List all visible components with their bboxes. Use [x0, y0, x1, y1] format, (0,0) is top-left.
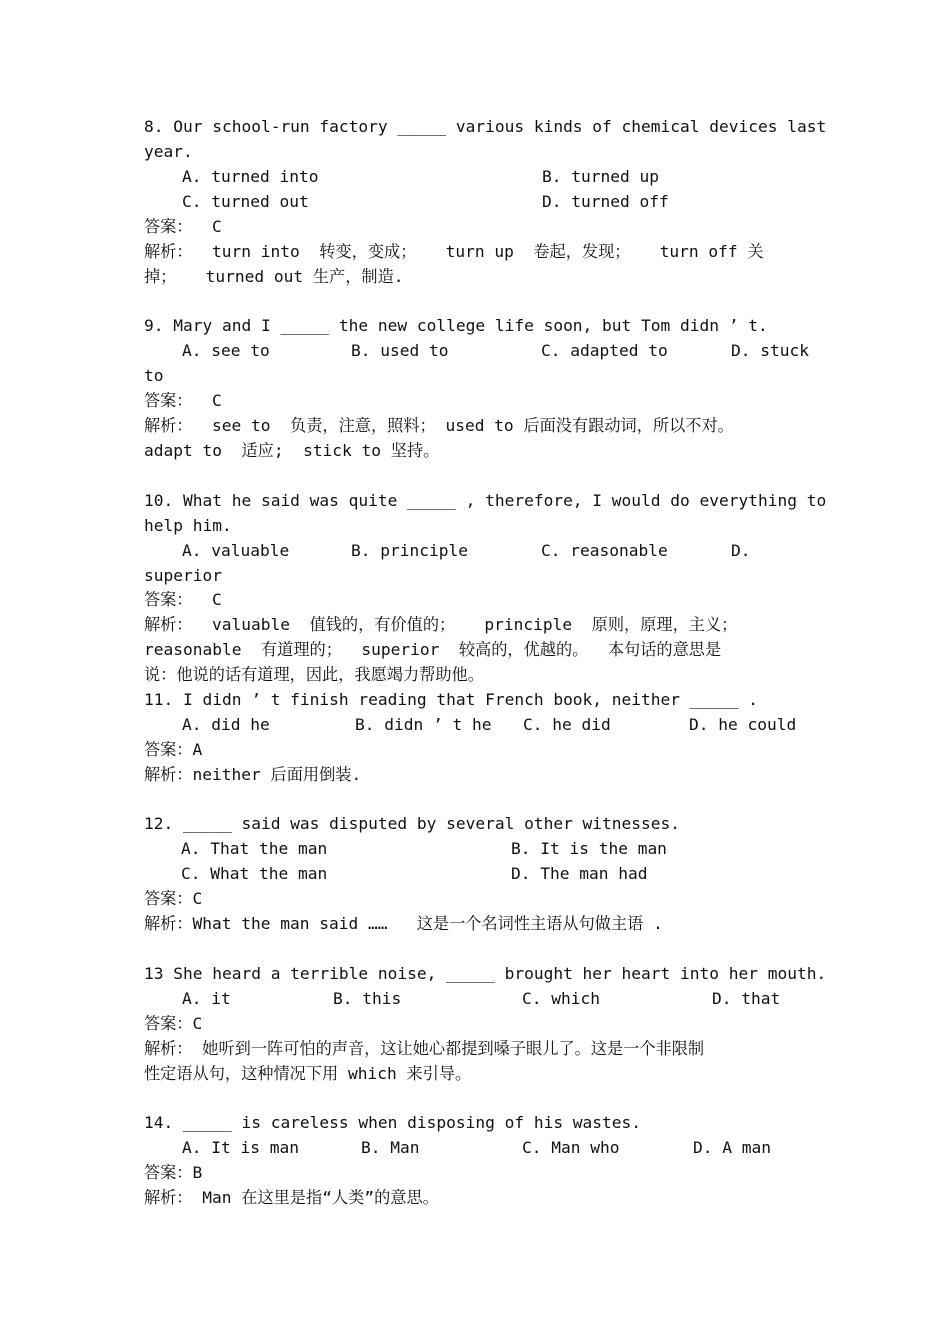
question-9-answer: 答案： C [144, 391, 222, 410]
question-9-option-b: B. used to [351, 341, 449, 360]
question-8-explanation: 解析： turn into 转变，变成； turn up 卷起，发现； turn off 关 [144, 242, 764, 261]
question-13-explanation: 解析： 她听到一阵可怕的声音，这让她心都提到嗓子眼儿了。这是一个非限制 [144, 1039, 705, 1058]
question-11-option-c: C. he did [523, 715, 611, 734]
question-8-explanation-cont: 掉； turned out 生产，制造. [144, 267, 404, 286]
question-14-option-b: B. Man [361, 1138, 420, 1157]
question-11-option-a: A. did he [182, 715, 270, 734]
question-10-option-d-cont: superior [144, 566, 222, 585]
question-11-option-b: B. didn ’ t he [355, 715, 492, 734]
question-9-explanation-cont: adapt to 适应; stick to 坚持。 [144, 441, 440, 460]
question-8-option-a: A. turned into [182, 167, 319, 186]
question-8-option-c: C. turned out [182, 192, 309, 211]
question-11-option-d: D. he could [689, 715, 797, 734]
question-14-option-a: A. It is man [182, 1138, 299, 1157]
question-12-option-d: D. The man had [511, 864, 648, 883]
question-10-option-a: A. valuable [182, 541, 290, 560]
question-12-stem: 12. _____ said was disputed by several other witnesses. [144, 814, 681, 833]
question-8-option-d: D. turned off [542, 192, 669, 211]
question-14-explanation: 解析： Man 在这里是指“人类”的意思。 [144, 1188, 439, 1207]
question-10-stem: 10. What he said was quite _____ , therefore, I would do everything to [144, 491, 827, 510]
question-11-answer: 答案：A [144, 740, 203, 759]
question-10-option-c: C. reasonable [541, 541, 668, 560]
question-10-explanation: 解析： valuable 值钱的，有价值的； principle 原则，原理，主义； [144, 615, 738, 634]
question-13-explanation-cont: 性定语从句，这种情况下用 which 来引导。 [144, 1064, 472, 1083]
question-10-explanation-cont-2: 说：他说的话有道理，因此，我愿竭力帮助他。 [144, 665, 484, 684]
question-13-option-d: D. that [712, 989, 781, 1008]
question-13-option-b: B. this [333, 989, 402, 1008]
question-9-stem: 9. Mary and I _____ the new college life soon, but Tom didn ’ t. [144, 316, 768, 335]
question-9-option-a: A. see to [182, 341, 270, 360]
question-14-option-c: C. Man who [522, 1138, 620, 1157]
question-12-option-b: B. It is the man [511, 839, 667, 858]
question-13-stem: 13 She heard a terrible noise, _____ brought her heart into her mouth. [144, 964, 827, 983]
question-10-stem-cont: help him. [144, 516, 232, 535]
question-10-answer: 答案： C [144, 590, 222, 609]
question-13-answer: 答案：C [144, 1014, 203, 1033]
question-10-option-d: D. [731, 541, 751, 560]
question-9-option-d-cont: to [144, 366, 164, 385]
question-14-answer: 答案：B [144, 1163, 203, 1182]
question-14-option-d: D. A man [693, 1138, 771, 1157]
question-12-answer: 答案：C [144, 889, 203, 908]
question-12-option-c: C. What the man [181, 864, 328, 883]
question-13-option-c: C. which [522, 989, 600, 1008]
question-8-stem-cont: year. [144, 142, 193, 161]
question-10-option-b: B. principle [351, 541, 468, 560]
question-10-explanation-cont: reasonable 有道理的； superior 较高的，优越的。 本句话的意思是 [144, 640, 722, 659]
question-8-stem: 8. Our school-run factory _____ various kinds of chemical devices last [144, 117, 827, 136]
question-11-stem: 11. I didn ’ t finish reading that French book, neither _____ . [144, 690, 758, 709]
question-12-explanation: 解析：What the man said …… 这是一个名词性主语从句做主语 . [144, 914, 663, 933]
question-8-option-b: B. turned up [542, 167, 659, 186]
question-13-option-a: A. it [182, 989, 231, 1008]
question-12-option-a: A. That the man [181, 839, 328, 858]
question-14-stem: 14. _____ is careless when disposing of his wastes. [144, 1113, 642, 1132]
question-8-answer: 答案： C [144, 217, 222, 236]
question-9-option-c: C. adapted to [541, 341, 668, 360]
question-9-option-d: D. stuck [731, 341, 809, 360]
question-9-explanation: 解析： see to 负责，注意，照料； used to 后面没有跟动词，所以不对。 [144, 416, 734, 435]
question-11-explanation: 解析：neither 后面用倒装. [144, 765, 362, 784]
